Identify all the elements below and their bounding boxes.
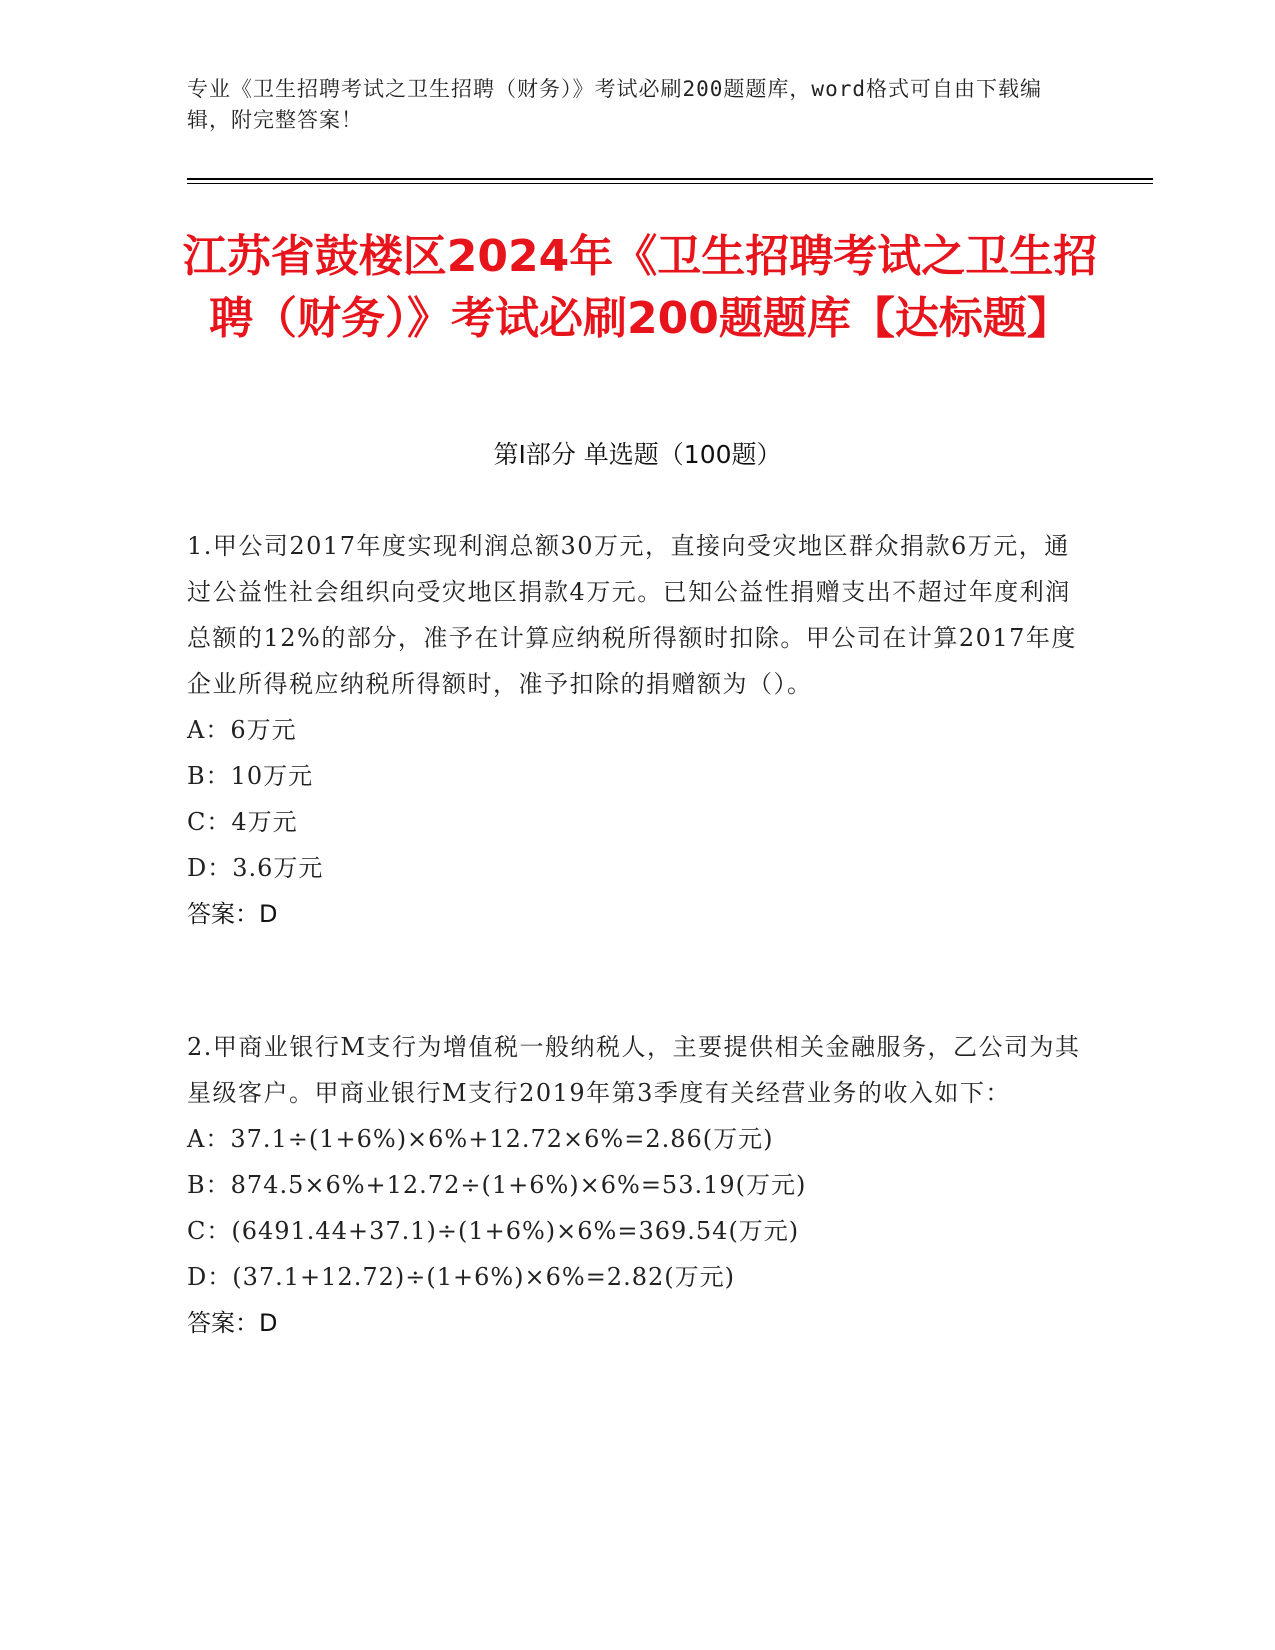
header-divider-thick xyxy=(187,178,1153,180)
header-note: 专业《卫生招聘考试之卫生招聘（财务）》考试必刷200题题库，word格式可自由下载编辑，附完整答案！ xyxy=(187,77,1042,132)
header-divider-thin xyxy=(187,183,1153,184)
question-stem: 1.甲公司2017年度实现利润总额30万元，直接向受灾地区群众捐款6万元，通过公益性社会组织向受灾地区捐款4万元。已知公益性捐赠支出不超过年度利润总额的12%的部分，准予在计算应纳税所得额时扣除。甲公司在计算2017年度企业所得税应纳税所得额时，准予扣除的捐赠额为（）。 xyxy=(187,532,1077,698)
option-b: B：10万元 xyxy=(187,762,314,790)
option-c: C：(6491.44+37.1)÷(1+6%)×6%=369.54(万元) xyxy=(187,1217,800,1245)
option-a: A：6万元 xyxy=(187,716,297,744)
answer-label: 答案：D xyxy=(187,1309,278,1337)
option-a: A：37.1÷(1+6%)×6%+12.72×6%=2.86(万元) xyxy=(187,1125,774,1153)
option-d: D：(37.1+12.72)÷(1+6%)×6%=2.82(万元) xyxy=(187,1263,735,1291)
answer-label: 答案：D xyxy=(187,900,278,928)
question-1 xyxy=(187,523,1087,937)
option-b: B：874.5×6%+12.72÷(1+6%)×6%=53.19(万元) xyxy=(187,1171,807,1199)
question-stem: 2.甲商业银行M支行为增值税一般纳税人，主要提供相关金融服务，乙公司为其星级客户。甲商业银行M支行2019年第3季度有关经营业务的收入如下： xyxy=(187,1033,1081,1107)
option-d: D：3.6万元 xyxy=(187,854,324,882)
question-2 xyxy=(187,1024,1087,1346)
option-c: C：4万元 xyxy=(187,808,298,836)
document-title: 江苏省鼓楼区2024年《卫生招聘考试之卫生招聘（财务）》考试必刷200题题库【达标题】 xyxy=(182,231,1098,344)
section-title: 第I部分 单选题（100题） xyxy=(493,440,782,469)
